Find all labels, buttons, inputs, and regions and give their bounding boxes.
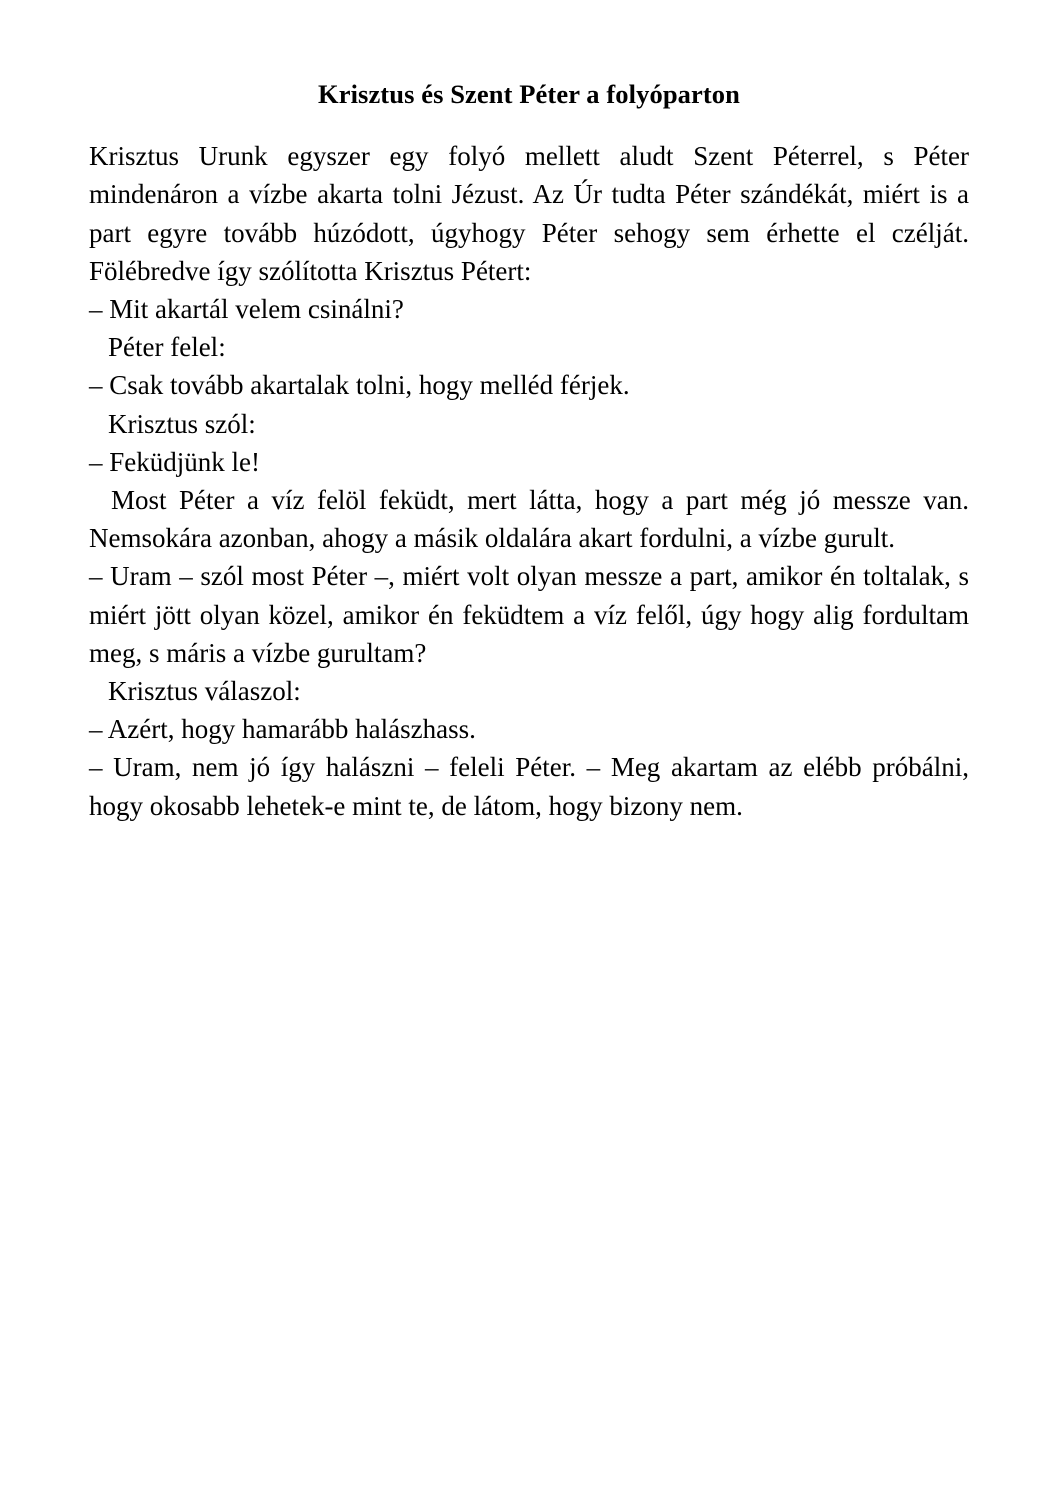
dialogue-line-5: – Azért, hogy hamarább halászhass. [89, 714, 476, 745]
speaker-line-krisztus-szol: Krisztus szól: [108, 408, 256, 439]
document-content [89, 78, 969, 825]
dialogue-line-6: – Uram, nem jó így halászni – feleli Péter. – Meg akartam az elébb próbálni, hogy okosabb lehetek-e mint te, de látom, hogy bizony nem. [89, 752, 969, 821]
speaker-line-peter-felel: Péter felel: [108, 332, 226, 363]
paragraph-most-peter: Most Péter a víz felöl feküdt, mert látta, hogy a part még jó messze van. Nemsokára azonban, ahogy a másik oldalára akart fordulni, a vízbe gurult. [89, 484, 969, 554]
dialogue-line-1: – Mit akartál velem csinálni? [89, 293, 404, 324]
dialogue-line-2: – Csak tovább akartalak tolni, hogy melléd férjek. [89, 370, 630, 401]
speaker-line-krisztus-valaszol: Krisztus válaszol: [108, 675, 301, 706]
document-body [89, 137, 969, 825]
paragraph-intro: Krisztus Urunk egyszer egy folyó mellett aludt Szent Péterrel, s Péter mindenáron a vízbe akarta tolni Jézust. Az Úr tudta Péter szándékát, miért is a part egyre tovább húzódott, úgyhogy Péter sehogy sem érhette el czélját. Fölébredve így szólította Krisztus Pétert: [89, 141, 969, 286]
dialogue-line-4: – Uram – szól most Péter –, miért volt olyan messze a part, amikor én toltalak, s miért jött olyan közel, amikor én feküdtem a víz felől, úgy hogy alig fordultam meg, s máris a vízbe gurultam? [89, 561, 969, 668]
page-title: Krisztus és Szent Péter a folyóparton [318, 79, 740, 109]
dialogue-line-3: – Feküdjünk le! [89, 446, 260, 477]
